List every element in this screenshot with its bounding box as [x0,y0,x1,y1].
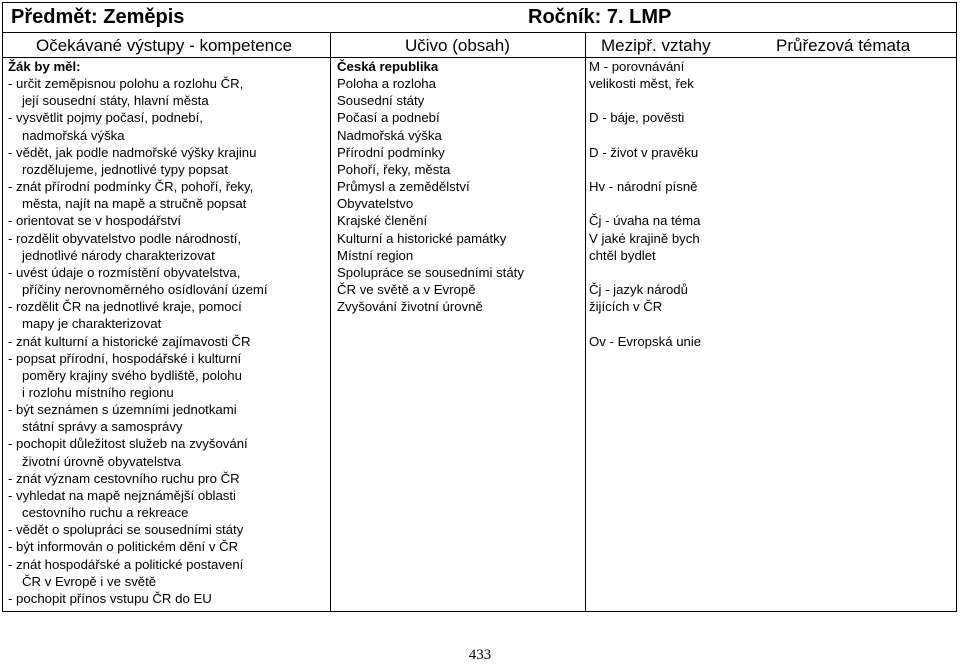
output-line: - pochopit důležitost služeb na zvyšování [8,436,248,452]
output-line: - rozdělit obyvatelstvo podle národností, [8,230,242,246]
relation-line: M - porovnávání [589,59,685,74]
output-line: - znát význam cestovního ruchu pro ČR [8,470,240,486]
page-number: 433 [468,647,492,663]
output-line: cestovního ruchu a rekreace [22,505,189,521]
outputs-column [8,58,268,607]
output-line: mapy je charakterizovat [22,316,162,332]
col-header-curriculum: Učivo (obsah) [405,36,510,55]
output-line: - znát kulturní a historické zajímavosti ČR [8,333,251,349]
relation-line: D - život v pravěku [589,144,699,160]
column-header-row [3,33,956,58]
output-line: - popsat přírodní, hospodářské i kulturní [8,350,242,366]
output-line: i rozlohu místního regionu [22,384,174,400]
output-line: - vyhledat na mapě nejznámější oblasti [8,487,236,503]
relations-list [589,58,701,350]
output-line: - být informován o politickém dění v ČR [8,539,239,555]
output-line: - vědět, jak podle nadmořské výšky krajinu [8,144,257,160]
outputs-heading: Žák by měl: [8,59,81,74]
curriculum-list [337,75,524,315]
curriculum-table [2,2,957,612]
output-line: příčiny nerovnoměrného osídlování území [22,282,268,298]
output-line: - znát přírodní podmínky ČR, pohoří, řeky, [8,179,254,195]
output-line: - určit zeměpisnou polohu a rozlohu ČR, [8,76,244,92]
curriculum-heading: Česká republika [337,59,439,74]
output-line: - pochopit přínos vstupu ČR do EU [8,590,212,606]
curriculum-item: Poloha a rozloha [337,76,436,92]
relation-line: velikosti měst, řek [589,76,694,92]
col-header-outputs: Očekávané výstupy - kompetence [36,36,293,55]
curriculum-item: Pohoří, řeky, města [337,161,451,177]
output-line: poměry krajiny svého bydliště, polohu [22,367,242,383]
relation-line: Čj - jazyk národů [589,282,688,298]
relation-line [589,161,701,178]
output-line: její sousední státy, hlavní města [22,93,209,109]
curriculum-item: Průmysl a zemědělství [337,179,470,195]
relation-line: Čj - úvaha na téma [589,213,701,229]
curriculum-item: Místní region [337,247,414,263]
relation-line [589,195,701,212]
outputs-list [8,75,268,607]
col-header-relations: Mezipř. vztahy [601,36,711,55]
output-line: - rozdělit ČR na jednotlivé kraje, pomocí [8,299,242,315]
column-divider [585,33,586,611]
output-line: životní úrovně obyvatelstva [22,453,182,469]
relation-line [589,92,701,109]
curriculum-column [337,58,524,315]
title-row [3,3,956,33]
output-line: - orientovat se v hospodářství [8,213,181,229]
relation-line [589,264,701,281]
output-line: nadmořská výška [22,127,125,143]
relations-column [589,58,701,350]
output-line: rozdělujeme, jednotlivé typy popsat [22,161,228,177]
curriculum-item: Nadmořská výška [337,127,442,143]
curriculum-item: Počasí a podnebí [337,110,440,126]
output-line: - vysvětlit pojmy počasí, podnebí, [8,110,203,126]
relation-line: Ov - Evropská unie [589,333,702,349]
output-line: - uvést údaje o rozmístění obyvatelstva, [8,264,241,280]
output-line: ČR v Evropě i ve světě [22,573,157,589]
relation-line [589,127,701,144]
output-line: jednotlivé národy charakterizovat [22,247,215,263]
relation-line: D - báje, pověsti [589,110,685,126]
output-line: města, najít na mapě a stručně popsat [22,196,247,212]
col-header-topics: Průřezová témata [776,36,911,55]
column-divider [330,33,331,611]
output-line: - znát hospodářské a politické postavení [8,556,244,572]
relation-line: Hv - národní písně [589,179,698,195]
curriculum-item: Obyvatelstvo [337,196,414,212]
grade-title: Ročník: 7. LMP [528,6,672,28]
relation-line: chtěl bydlet [589,247,656,263]
curriculum-item: Spolupráce se sousedními státy [337,264,524,280]
curriculum-item: Sousední státy [337,93,425,109]
curriculum-item: Kulturní a historické památky [337,230,507,246]
output-line: - vědět o spolupráci se sousedními státy [8,522,244,538]
relation-line: V jaké krajině bych [589,230,700,246]
curriculum-item: Přírodní podmínky [337,144,445,160]
relation-line [589,315,701,332]
output-line: státní správy a samosprávy [22,419,183,435]
output-line: - být seznámen s územními jednotkami [8,402,237,418]
curriculum-item: Zvyšování životní úrovně [337,299,483,315]
curriculum-item: ČR ve světě a v Evropě [337,282,476,298]
subject-title: Předmět: Zeměpis [11,6,185,28]
curriculum-item: Krajské členění [337,213,428,229]
relation-line: žijících v ČR [589,299,663,315]
